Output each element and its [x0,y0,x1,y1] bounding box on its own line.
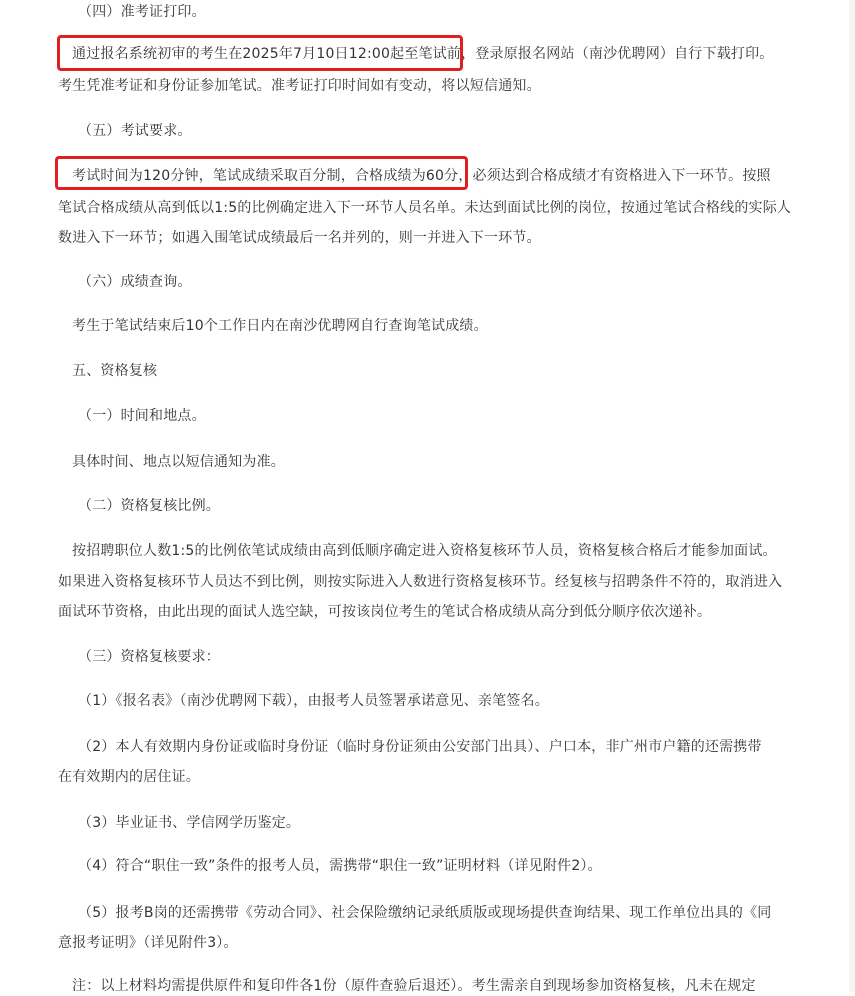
paragraph-line: 具体时间、地点以短信通知为准。 [72,454,285,470]
section-heading-review-ratio: （二）资格复核比例。 [78,498,220,514]
paragraph-line: 考生于笔试结束后10个工作日内在南沙优聘网自行查询笔试成绩。 [72,318,488,334]
list-item: （2）本人有效期内身份证或临时身份证（临时身份证须由公安部门出具）、户口本，非广州市户籍的还需携带 [78,739,762,755]
list-item: （4）符合“职住一致”条件的报考人员，需携带“职住一致”证明材料（详见附件2）。 [78,858,602,874]
paragraph-line: 考试时间为120分钟，笔试成绩采取百分制，合格成绩为60分，必须达到合格成绩才有资格进入下一环节。按照 [72,168,771,184]
paragraph-line: 通过报名系统初审的考生在2025年7月10日12:00起至笔试前，登录原报名网站（南沙优聘网）自行下载打印。 [72,46,774,62]
list-item: （5）报考B岗的还需携带《劳动合同》、社会保险缴纳记录纸质版或现场提供查询结果、现工作单位出具的《同 [78,905,772,921]
paragraph-line: 面试环节资格，由此出现的面试人选空缺，可按该岗位考生的笔试合格成绩从高分到低分顺序依次递补。 [58,604,712,620]
scrollbar[interactable] [849,0,855,992]
list-item: （3）毕业证书、学信网学历鉴定。 [78,815,301,831]
section-heading-review-requirements: （三）资格复核要求： [78,649,220,665]
section-heading-time-place: （一）时间和地点。 [78,408,206,424]
list-item-continuation: 意报考证明》（详见附件3）。 [58,935,238,951]
section-heading-admission-print: （四）准考证打印。 [78,4,206,20]
paragraph-line: 数进入下一环节；如遇入围笔试成绩最后一名并列的，则一并进入下一环节。 [58,230,541,246]
list-item-continuation: 在有效期内的居住证。 [58,769,200,785]
list-item: （1）《报名表》（南沙优聘网下载），由报考人员签署承诺意见、亲笔签名。 [78,693,549,709]
paragraph-line: 考生凭准考证和身份证参加笔试。准考证打印时间如有变动，将以短信通知。 [58,78,541,94]
chapter-heading-qualification-review: 五、资格复核 [72,363,158,379]
paragraph-line: 笔试合格成绩从高到低以1:5的比例确定进入下一环节人员名单。未达到面试比例的岗位，按通过笔试合格线的实际人 [58,200,792,216]
section-heading-score-query: （六）成绩查询。 [78,274,192,290]
paragraph-line: 如果进入资格复核环节人员达不到比例，则按实际进入人数进行资格复核环节。经复核与招聘条件不符的，取消进入 [58,574,783,590]
paragraph-line: 按招聘职位人数1:5的比例依笔试成绩由高到低顺序确定进入资格复核环节人员，资格复核合格后才能参加面试。 [72,543,777,559]
note-line: 注：以上材料均需提供原件和复印件各1份（原件查验后退还）。考生需亲自到现场参加资格复核，凡未在规定 [72,978,756,994]
section-heading-exam-requirements: （五）考试要求。 [78,123,192,139]
